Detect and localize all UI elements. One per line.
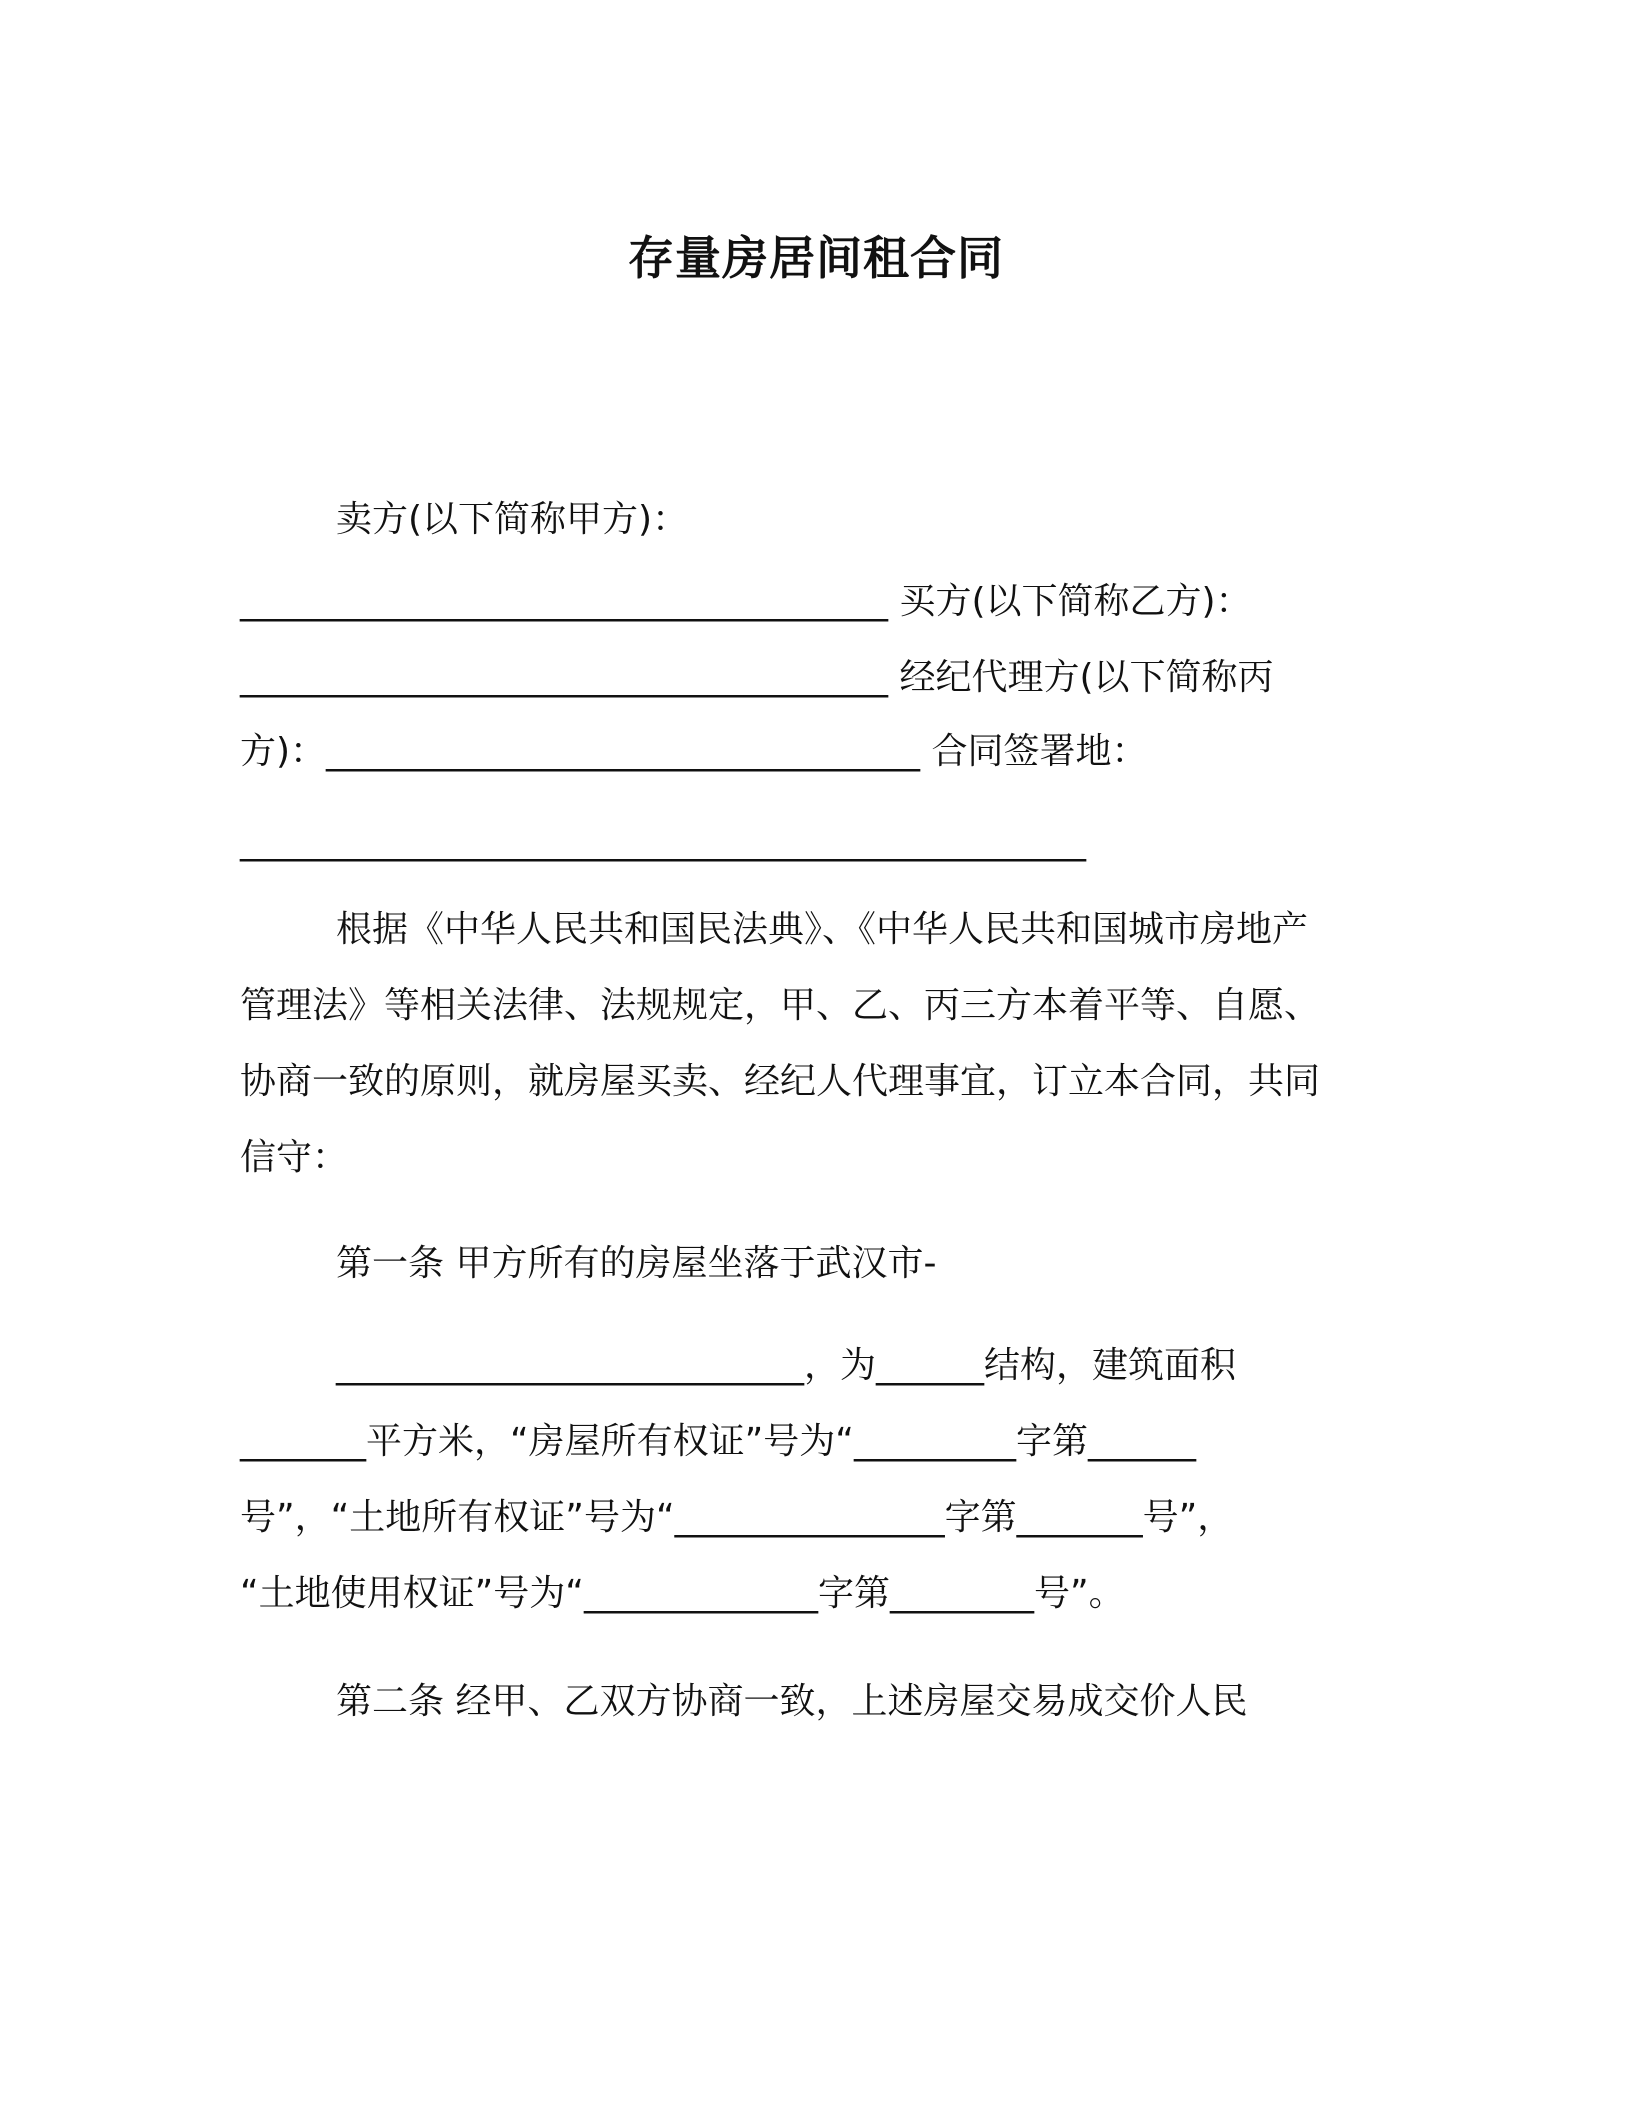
paragraph-line: 信守： <box>240 1137 349 1178</box>
article-one-line: __________________________，为______结构，建筑面积 <box>336 1345 1237 1386</box>
page-title: 存量房居间租合同 <box>628 231 1004 285</box>
article-one-line: “土地使用权证”号为“_____________字第________号”。 <box>240 1573 1125 1614</box>
article-one-heading: 第一条 甲方所有的房屋坐落于武汉市- <box>336 1243 937 1284</box>
article-one-line: _______平方米，“房屋所有权证”号为“_________字第______ <box>240 1421 1196 1462</box>
signing-place-blank: _______________________________________________ <box>240 821 1086 862</box>
paragraph-line: 管理法》等相关法律、法规规定，甲、乙、丙三方本着平等、自愿、 <box>240 985 1321 1026</box>
article-one-line: 号”，“土地所有权证”号为“_______________字第_______号”， <box>240 1497 1234 1538</box>
agent-line: ____________________________________ 经纪代理方(以下简称丙 <box>240 657 1274 698</box>
article-two-heading: 第二条 经甲、乙双方协商一致，上述房屋交易成交价人民 <box>336 1681 1248 1722</box>
buyer-line: ____________________________________ 买方(以下简称乙方)： <box>240 581 1252 622</box>
seller-line: 卖方(以下简称甲方)： <box>336 499 689 540</box>
signing-place-line: 方)：_________________________________ 合同签署地： <box>240 731 1148 772</box>
paragraph-line: 协商一致的原则，就房屋买卖、经纪人代理事宜，订立本合同，共同 <box>240 1061 1321 1102</box>
paragraph-line: 根据《中华人民共和国民法典》、《中华人民共和国城市房地产 <box>336 909 1309 950</box>
